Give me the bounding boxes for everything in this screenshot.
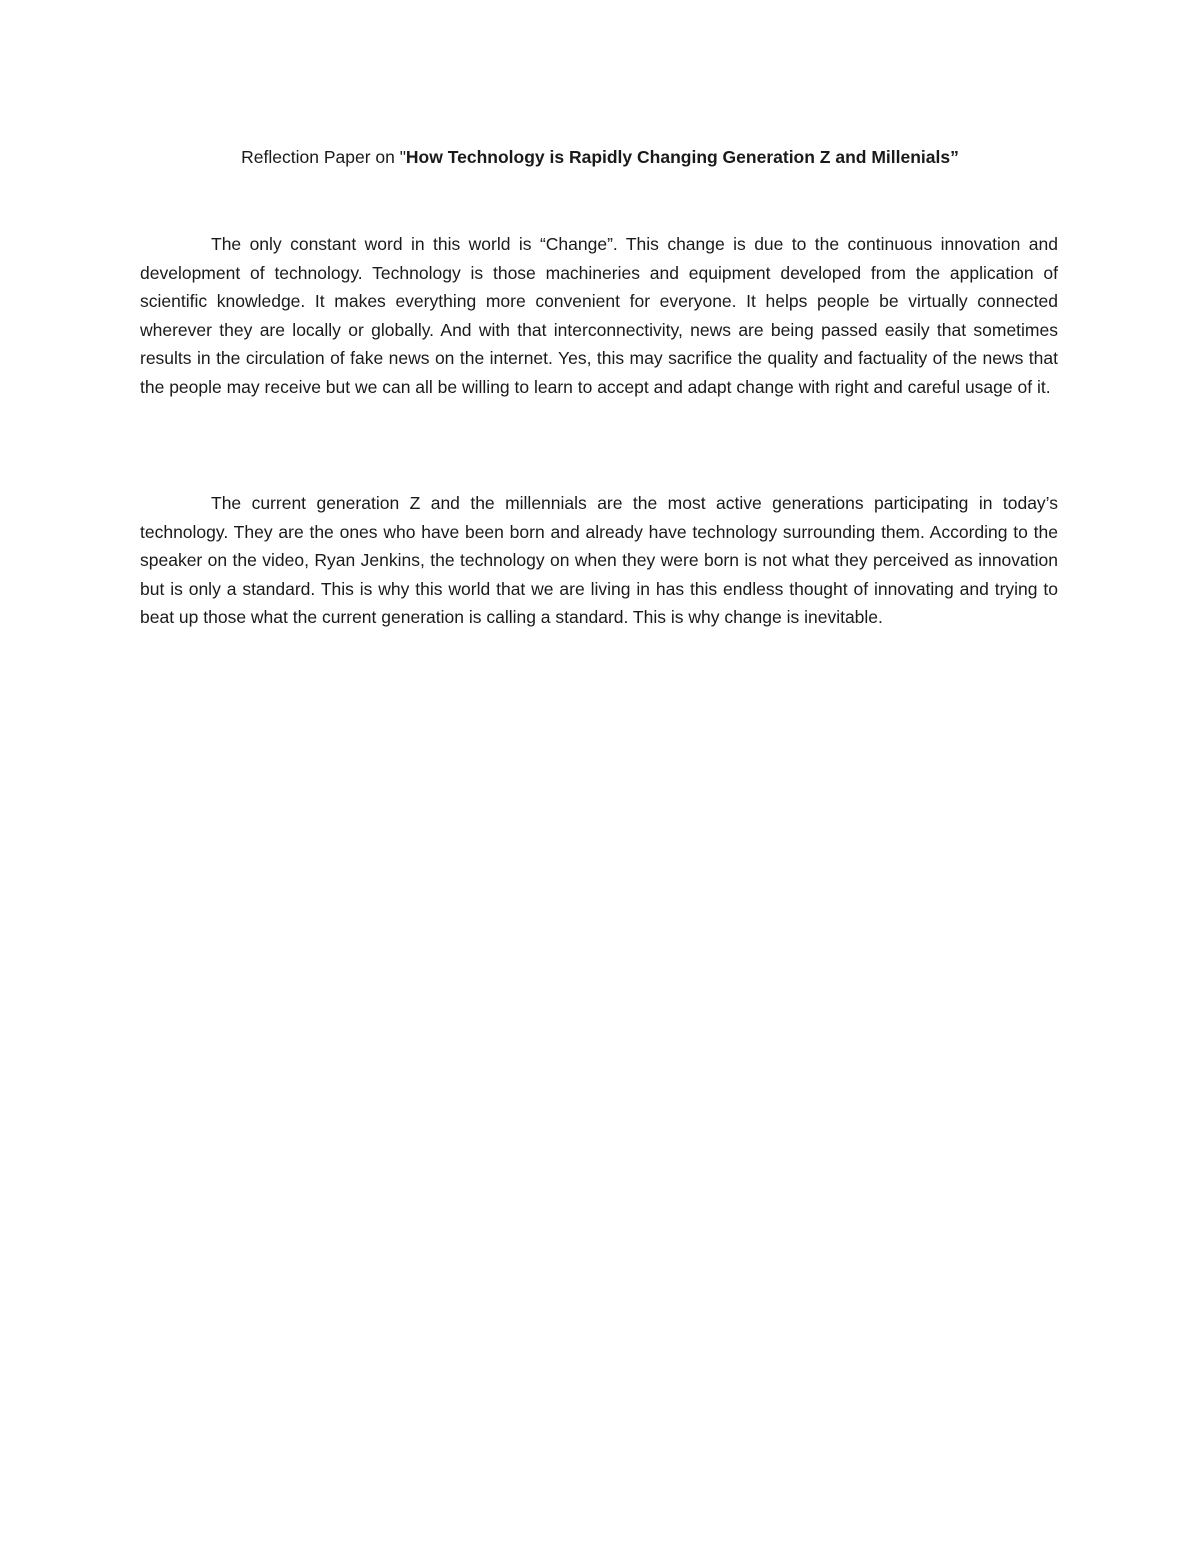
title-prefix: Reflection Paper on " bbox=[241, 147, 406, 167]
page-title bbox=[140, 143, 1060, 171]
body-paragraph-1: The only constant word in this world is “Change”. This change is due to the continuous innovation and development of technology. Technology is those machineries and equipment developed from the application of scientific knowledge. It makes everything more convenient for everyone. It helps people be virtually connected wherever they are locally or globally. And with that interconnectivity, news are being passed easily that sometimes results in the circulation of fake news on the internet. Yes, this may sacrifice the quality and factuality of the news that the people may receive but we can all be willing to learn to accept and adapt change with right and careful usage of it. bbox=[140, 234, 1058, 397]
title-main: How Technology is Rapidly Changing Generation Z and Millenials” bbox=[405, 147, 959, 167]
body-paragraph-2: The current generation Z and the millennials are the most active generations participating in today’s technology. They are the ones who have been born and already have technology surrounding them. According to the speaker on the video, Ryan Jenkins, the technology on when they were born is not what they perceived as innovation but is only a standard. This is why this world that we are living in has this endless thought of innovating and trying to beat up those what the current generation is calling a standard. This is why change is inevitable. bbox=[140, 493, 1058, 627]
